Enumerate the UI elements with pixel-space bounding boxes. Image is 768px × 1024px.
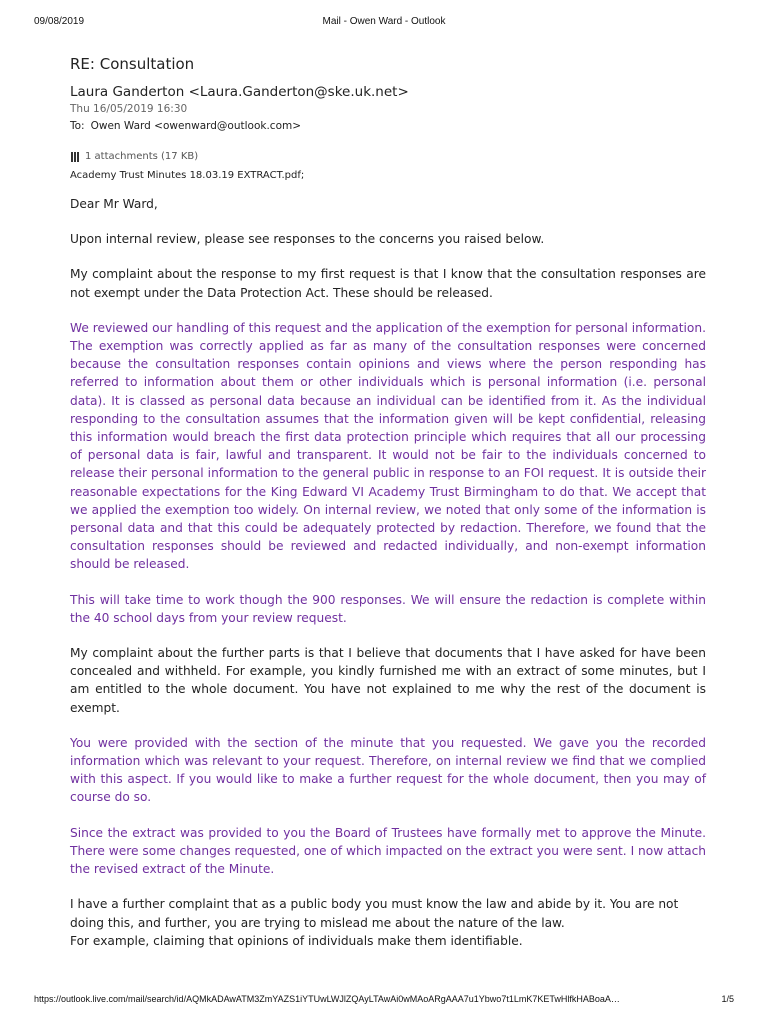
body-paragraph: For example, claiming that opinions of individuals make them identifiable. [70, 933, 523, 948]
recipient-address[interactable]: Owen Ward <owenward@outlook.com> [90, 120, 302, 132]
email-message [70, 54, 706, 950]
reply-paragraph: You were provided with the section of the minute that you requested. We gave you the recorded information which was relevant to your request. Therefore, on internal review we find that we complied with this aspect. If you would like to make a further request for the whole document, then you may of course do so. [70, 735, 706, 805]
attachments-summary [70, 150, 706, 164]
email-sender[interactable]: Laura Ganderton <Laura.Ganderton@ske.uk.net> [70, 84, 409, 100]
attachments-count: 1 attachments (17 KB) [85, 151, 199, 162]
body-paragraph: My complaint about the further parts is that I believe that documents that I have asked for have been concealed and withheld. For example, you kindly furnished me with an extract of some minutes, but I am entitled to the whole document. You have not explained to me why the rest of the document is exempt. [70, 646, 706, 715]
email-subject: RE: Consultation [70, 55, 195, 73]
print-date: 09/08/2019 [34, 16, 85, 27]
body-paragraph: My complaint about the response to my first request is that I know that the consultation responses are not exempt under the Data Protection Act. These should be released. [70, 267, 706, 300]
to-label: To: [70, 120, 85, 132]
paperclip-icon [70, 151, 80, 163]
attachment-file[interactable]: Academy Trust Minutes 18.03.19 EXTRACT.pdf; [70, 170, 305, 181]
body-paragraph: Dear Mr Ward, [70, 197, 158, 211]
print-title: Mail - Owen Ward - Outlook [322, 16, 446, 27]
body-paragraph: I have a further complaint that as a public body you must know the law and abide by it. You are not doing this, and further, you are trying to mislead me about the nature of the law. [70, 897, 679, 930]
email-recipients [70, 119, 706, 134]
reply-paragraph: This will take time to work though the 900 responses. We will ensure the redaction is complete within the 40 school days from your review request. [70, 592, 706, 625]
reply-paragraph: Since the extract was provided to you the Board of Trustees have formally met to approve the Minute. There were some changes requested, one of which impacted on the extract you were sent. I now attach the revised extract of the Minute. [70, 825, 706, 877]
body-paragraph: Upon internal review, please see responses to the concerns you raised below. [70, 232, 545, 247]
print-url: https://outlook.live.com/mail/search/id/AQMkADAwATM3ZmYAZS1iYTUwLWJlZQAyLTAwAi0wMAoARgAAA7u1Ybwo7t1LmK7KETwHlfkHABoaA… [34, 994, 620, 1004]
print-header [0, 16, 768, 30]
email-sent-time: Thu 16/05/2019 16:30 [70, 103, 188, 115]
print-footer [0, 994, 768, 1008]
email-body [70, 195, 706, 950]
reply-paragraph: We reviewed our handling of this request and the application of the exemption for personal information. The exemption was correctly applied as far as many of the consultation responses were concerned because the consultation responses contain opinions and views where the person responding has referred to information about them or other individuals which is personal information (i.e. personal data). It is classed as personal data because an individual can be identified from it. As the individual responding to the consultation assumes that the information given will be kept confidential, releasing this information would breach the first data protection principle which requires that all our processing of personal data is fair, lawful and transparent. It would not be fair to the individuals concerned to release their personal information to the general public in response to an FOI request. It is outside their reasonable expectations for the King Edward VI Academy Trust Birmingham to do that. We accept that we applied the exemption too widely. On internal review, we noted that only some of the information is personal data and that this could be adequately protected by redaction. Therefore, we found that the consultation responses should be reviewed and redacted individually, and non-exempt information should be released. [70, 320, 706, 572]
page-number: 1/5 [721, 994, 734, 1004]
